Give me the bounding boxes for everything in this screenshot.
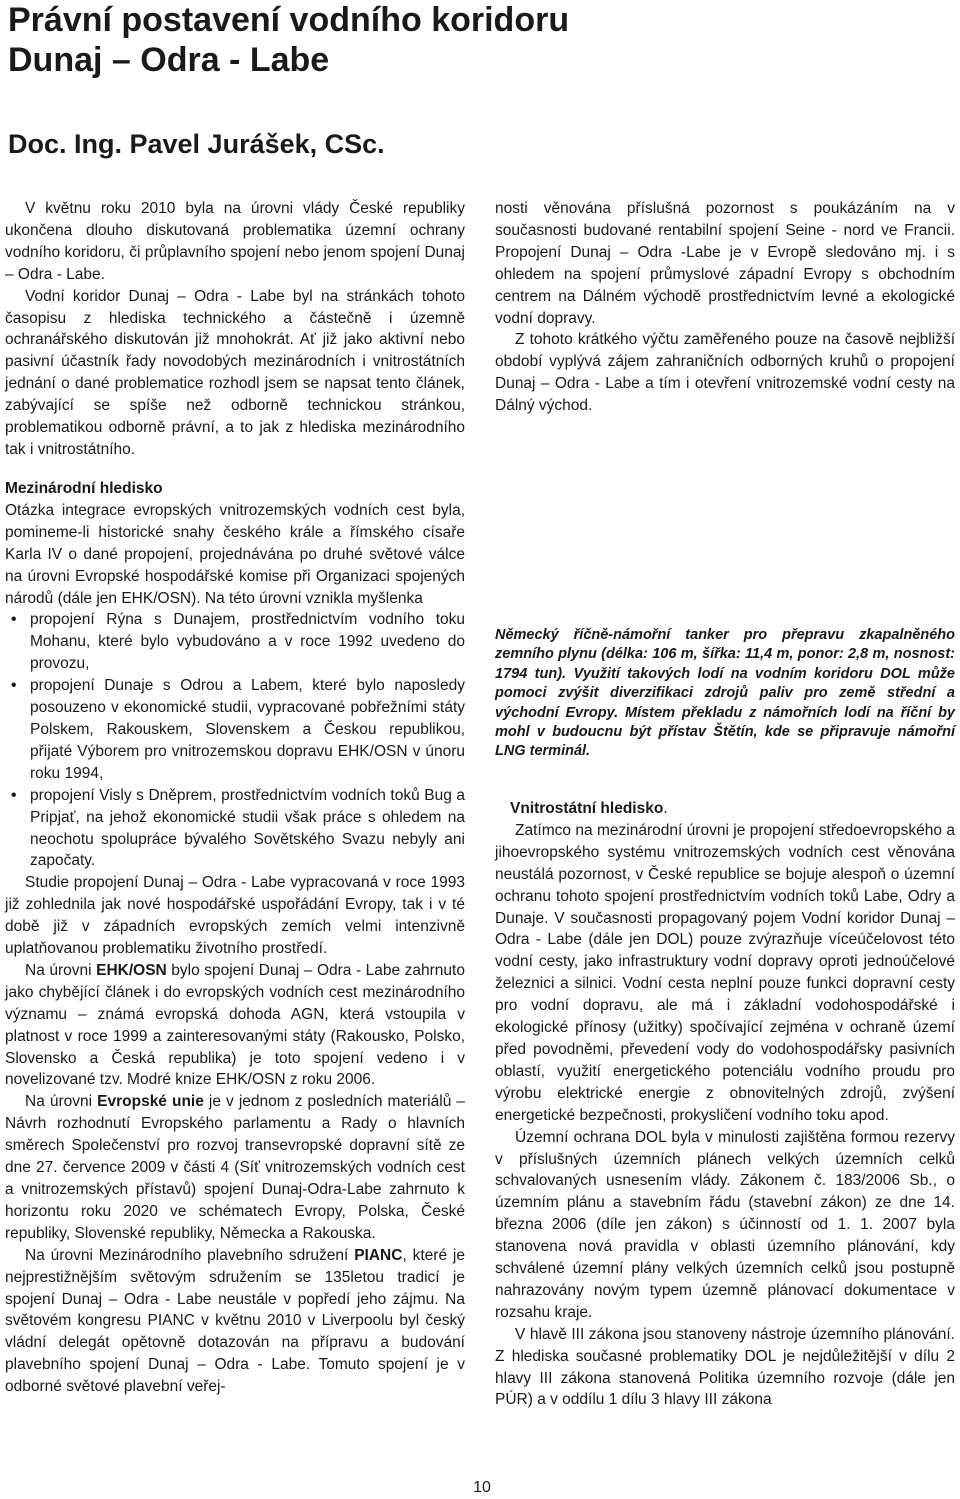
emphasis-ehk-osn: EHK/OSN	[96, 961, 167, 979]
bullet-icon: •	[11, 611, 17, 629]
right-column-top	[495, 198, 955, 417]
international-paragraph-1: Otázka integrace evropských vnitrozemských vodních cest byla, pomineme-li historické snahy českého krále a římského císaře Karla IV o dané propojení, projednávána po druhé světové válce na úrovni Evropské hospodářské komise při Organizaci spojených národů (dále jen EHK/OSN). Na této úrovni vznikla myšlenka	[5, 501, 465, 607]
section-heading-suffix: .	[663, 800, 668, 817]
domestic-section	[495, 798, 955, 1411]
international-paragraph-5	[5, 1245, 465, 1398]
emphasis-evropske-unie: Evropské unie	[97, 1093, 204, 1111]
paragraph-text: Na úrovni	[25, 1093, 98, 1111]
author-name: Doc. Ing. Pavel Jurášek, CSc.	[8, 129, 385, 159]
domestic-paragraph-3: V hlavě III zákona jsou stanoveny nástroje územního plánování. Z hlediska současné problematiky DOL je nejdůležitější v dílu 2 hlavy III zákona stanovená Politika územního rozvoje (dále jen PÚR) a v oddílu 1 dílu 3 hlavy III zákona	[495, 1325, 955, 1409]
international-paragraph-4	[5, 1091, 465, 1244]
paragraph-text: , které je nejprestižnějším světovým sdružením se 135letou tradicí je spojení Dunaj – Odra - Labe neustále v popředí jeho zájmu. Na světovém kongresu PIANC v květnu 2010 v Liverpoolu byl český vládní delegát opětovně dotazován na přípravu a budování plavebního spojení Dunaj – Odra - Labe. Tomuto spojení je v odborné světové plavební veřej-	[5, 1246, 465, 1396]
bullet-icon: •	[11, 786, 17, 804]
domestic-paragraph-2: Územní ochrana DOL byla v minulosti zajištěna formou rezervy v příslušných územních plánech velkých územních celků schvalovaných usnesením vlády. Zákonem č. 183/2006 Sb., o územním plánu a stavebním řádu (stavební zákon) ze dne 14. března 2006 (díle jen zákon) s účinností od 1. 1. 2007 byla stanovena nová pravidla v oblasti územního plánování, kdy schválené územní plány velkých územních celků jsou postupně nahrazovány novým typem územně plánovací dokumentace v rozsahu kraje.	[495, 1128, 955, 1321]
photo-caption: Německý říčně-námořní tanker pro přepravu zkapalněného zemního plynu (délka: 106 m, šířka: 11,4 m, ponor: 2,8 m, nosnost: 1794 tun). Využití takových lodí na vodním koridoru DOL může pomoci zvýšit diverzifikaci zdrojů paliv pro země střední a východní Evropy. Místem překladu z námořních lodí na říční by mohl v budoucnu být přístav Štětín, kde se připravuje námořní LNG terminál.	[495, 627, 955, 760]
paragraph-text: Na úrovni	[25, 961, 97, 979]
intro-paragraph: V květnu roku 2010 byla na úrovni vlády České republiky ukončena dlouho diskutovaná problematika územní ochrany vodního koridoru, či průplavního spojení nebo jenom spojení Dunaj – Odra - Labe.	[5, 200, 465, 283]
photo-placeholder	[495, 430, 955, 620]
intro-paragraph-2: Vodní koridor Dunaj – Odra - Labe byl na stránkách tohoto časopisu z hlediska technického a částečně i územně ochranářského diskutován již mnohokrát. Ať již jako aktivní nebo pasivní účastník řady novodobých mezinárodních i vnitrostátních jednání o dané problematice rozhodl jsem se napsat tento článek, zabývající se spíše než odborně technickou stránkou, problematikou odborně právní, a to jak z hlediska mezinárodního tak i vnitrostátního.	[5, 287, 465, 458]
article-title	[8, 0, 908, 80]
bullet-text: propojení Visly s Dněprem, prostřednictvím vodních toků Bug a Pripjať, na jehož ekonomické studii však práce s ohledem na neochotu spolupráce bývalého Sovětského Svazu nebyly ani započaty.	[30, 786, 465, 870]
right-paragraph-2: Z tohoto krátkého výčtu zaměřeného pouze na časově nejbližší období vyplývá zájem zahraničních odborných kruhů o propojení Dunaj – Odra - Labe a tím i otevření vnitrozemské vodní cesty na Dálný východ.	[495, 331, 955, 415]
section-heading-international: Mezinárodní hledisko	[5, 480, 163, 497]
bullet-list	[5, 609, 465, 872]
bullet-text: propojení Dunaje s Odrou a Labem, které bylo naposledy posouzeno v ekonomické studii, vypracované pobřežními státy Polskem, Rakouskem, Slovenskem a Českou republikou, přijaté Výborem pro vnitrozemskou dopravu EHK/OSN v únoru roku 1994,	[30, 677, 465, 782]
right-paragraph-1: nosti věnována příslušná pozornost s poukázáním na v současnosti budované rentabilní spojení Seine - nord ve Francii. Propojení Dunaj – Odra -Labe je v Evropě sledováno mj. i s ohledem na spojení průmyslové západní Evropy s obchodním centrem na Dálném východě prostřednictvím levné a ekologické vodní dopravy.	[495, 200, 955, 327]
section-heading-domestic	[495, 798, 955, 820]
article-title-line-2: Dunaj – Odra - Labe	[8, 41, 330, 79]
page-number: 10	[473, 1479, 491, 1496]
bullet-item	[5, 785, 465, 873]
paragraph-text: bylo spojení Dunaj – Odra - Labe zahrnuto jako chybějící článek i do evropských vodních cest mezinárodního významu – známá evropská dohoda AGN, která vstoupila v platnost v roce 1999 a zainteresovanými státy (Rakousko, Polsko, Slovensko a Česká republika) je toto spojení vedeno i v novelizované tzv. Modré knize EHK/OSN z roku 2006.	[5, 961, 465, 1089]
international-section	[5, 478, 465, 1398]
bullet-item	[5, 609, 465, 675]
paragraph-text: je v jednom z posledních materiálů – Návrh rozhodnutí Evropského parlamentu a Rady o hlavních směrech Společenství pro rozvoj transevropské dopravní sítě ze dne 27. července 2009 v části 4 (Síť vnitrozemských vodních cest a vnitrozemských přístavů) spojení Dunaj-Odra-Labe zahrnuto k horizontu roku 2020 ve schématech Evropy, Polska, České republiky, Slovenské republiky, Německa a Rakouska.	[5, 1093, 465, 1242]
bullet-text: propojení Rýna s Dunajem, prostřednictvím vodního toku Mohanu, které bylo vybudováno a v roce 1992 uvedeno do provozu,	[30, 611, 465, 673]
intro-section	[5, 198, 465, 461]
article-title-line-1: Právní postavení vodního koridoru	[8, 1, 570, 39]
emphasis-pianc: PIANC	[354, 1246, 403, 1264]
international-paragraph-2: Studie propojení Dunaj – Odra - Labe vypracovaná v roce 1993 již zohlednila jak nové hospodářské uspořádání Evropy, tak i v té době již v západních evropských zemích velmi intenzivně uplatňovanou problematiku životního prostředí.	[5, 874, 465, 958]
international-paragraph-3	[5, 960, 465, 1091]
domestic-paragraph-1: Zatímco na mezinárodní úrovni je propojení středoevropského a jihoevropského systému vnitrozemských vodních cest věnována neustálá pozornost, v České republice se bojuje alespoň o územní ochranu tohoto spojení prostřednictvím vodních toků Labe, Odry a Dunaje. V současnosti propagovaný pojem Vodní koridor Dunaj – Odra - Labe (dále jen DOL) pouze zvýrazňuje víceúčelovost této vodní cesty, jako infrastruktury vodní dopravy oproti jednoúčelové železnici a silnici. Vodní cesta neplní pouze funkci dopravní cesty pro vodní dopravu, ale má i základní vodohospodářské i ekologické přínosy (užitky) spočívající zejména v ochraně území před povodněmi, převedení vody do vodohospodářsky pasivních oblastí, využití energetického potenciálu vodního proudu pro výrobu elektrické energie z obnovitelných zdrojů, zvýšení energetické bezpečnosti, prokysličení vodního toku apod.	[495, 821, 955, 1124]
bullet-item	[5, 675, 465, 785]
paragraph-text: Na úrovni Mezinárodního plavebního sdružení	[25, 1246, 355, 1264]
section-heading-text: Vnitrostátní hledisko	[510, 800, 664, 817]
bullet-icon: •	[11, 677, 17, 695]
